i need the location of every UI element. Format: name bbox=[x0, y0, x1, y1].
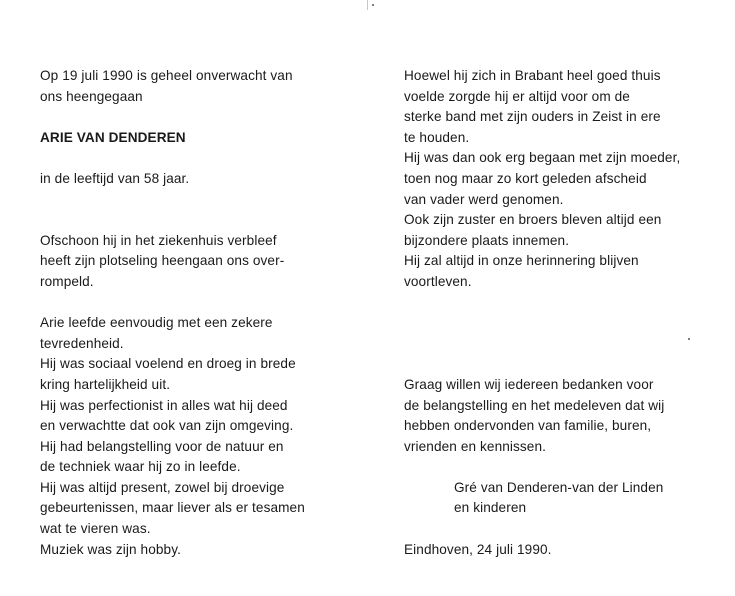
p1-line: rompeld. bbox=[40, 273, 94, 289]
rp1-line: Hij was dan ook erg begaan met zijn moeder, bbox=[404, 150, 681, 166]
rp2-line: vrienden en kennissen. bbox=[404, 438, 547, 454]
paper-speck bbox=[688, 338, 690, 340]
rp1-line: voortleven. bbox=[404, 273, 472, 289]
p2-line: gebeurtenissen, maar liever als er tesamen bbox=[40, 500, 305, 516]
p2-line: Hij had belangstelling voor de natuur en bbox=[40, 438, 284, 454]
paper-speck bbox=[372, 4, 374, 6]
p2-line: tevredenheid. bbox=[40, 335, 124, 351]
rp1-line: voelde zorgde hij er altijd voor om de bbox=[404, 88, 630, 104]
right-column bbox=[404, 66, 704, 560]
p2-line: Hij was altijd present, zowel bij droevige bbox=[40, 479, 285, 495]
p1-line: heeft zijn plotseling heengaan ons over- bbox=[40, 253, 285, 269]
rp1-line: Ook zijn zuster en broers bleven altijd een bbox=[404, 212, 662, 228]
fold-line bbox=[367, 0, 368, 10]
age-line: in de leeftijd van 58 jaar. bbox=[40, 170, 190, 186]
p2-line: kring hartelijkheid uit. bbox=[40, 376, 171, 392]
rp2-line: hebben ondervonden van familie, buren, bbox=[404, 418, 652, 434]
rp1-line: Hoewel hij zich in Brabant heel goed thuis bbox=[404, 68, 661, 83]
intro-line-1: Op 19 juli 1990 is geheel onverwacht van bbox=[40, 68, 293, 83]
intro-line-2: ons heengegaan bbox=[40, 88, 143, 104]
p2-line: Hij was perfectionist in alles wat hij deed bbox=[40, 397, 288, 413]
p2-line: Arie leefde eenvoudig met een zekere bbox=[40, 315, 273, 331]
p2-line: Hij was sociaal voelend en droeg in brede bbox=[40, 356, 296, 372]
rp1-line: te houden. bbox=[404, 129, 470, 145]
p1-line: Ofschoon hij in het ziekenhuis verbleef bbox=[40, 232, 277, 248]
rp2-line: Graag willen wij iedereen bedanken voor bbox=[404, 376, 654, 392]
p2-line: wat te vieren was. bbox=[40, 521, 151, 537]
rp1-line: bijzondere plaats innemen. bbox=[404, 232, 570, 248]
rp1-line: Hij zal altijd in onze herinnering blijven bbox=[404, 253, 639, 269]
signature-line-2: en kinderen bbox=[454, 500, 527, 516]
deceased-name: ARIE VAN DENDEREN bbox=[40, 129, 186, 145]
signature-line-1: Gré van Denderen-van der Linden bbox=[454, 479, 664, 495]
place-date: Eindhoven, 24 juli 1990. bbox=[404, 541, 552, 557]
rp1-line: toen nog maar zo kort geleden afscheid bbox=[404, 170, 647, 186]
p2-line: en verwachtte dat ook van zijn omgeving. bbox=[40, 418, 294, 434]
rp2-line: de belangstelling en het medeleven dat wij bbox=[404, 397, 665, 413]
rp1-line: van vader werd genomen. bbox=[404, 191, 564, 207]
p2-line: Muziek was zijn hobby. bbox=[40, 541, 181, 557]
p2-line: de techniek waar hij zo in leefde. bbox=[40, 459, 241, 475]
rp1-line: sterke band met zijn ouders in Zeist in ere bbox=[404, 109, 661, 125]
left-column bbox=[40, 66, 340, 560]
